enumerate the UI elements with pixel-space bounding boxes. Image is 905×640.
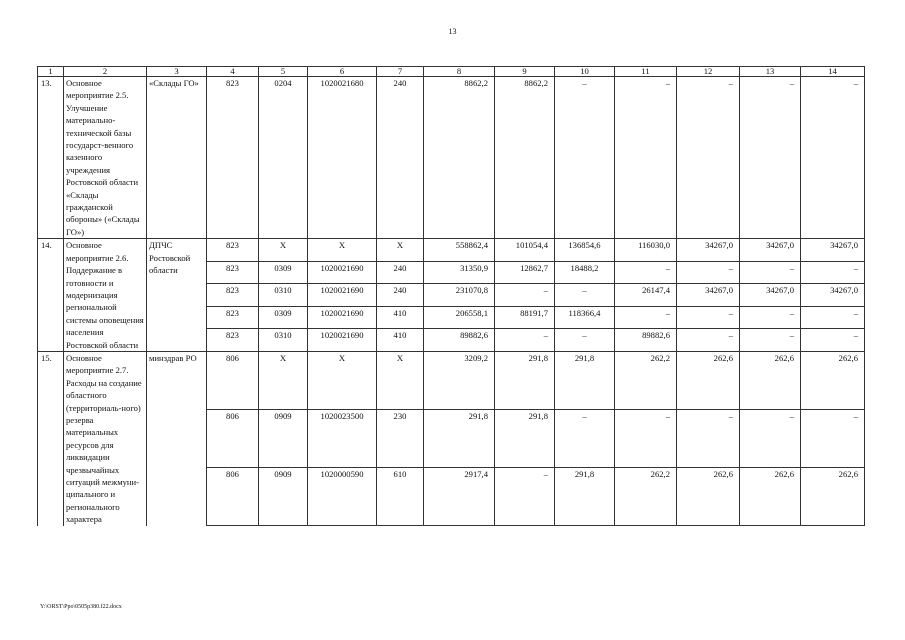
table-cell: 101054,4 [495, 239, 555, 262]
table-cell: 1020023500 [308, 410, 377, 468]
table-cell: 26147,4 [615, 284, 677, 307]
table-row [38, 351, 865, 409]
table-cell: 0310 [259, 329, 308, 352]
table-cell: 262,2 [615, 351, 677, 409]
row-number: 15. [38, 351, 64, 525]
table-cell: – [677, 329, 740, 352]
table-cell: Х [308, 351, 377, 409]
table-cell: – [740, 329, 801, 352]
table-cell: 262,6 [677, 351, 740, 409]
table-cell: 0204 [259, 77, 308, 239]
table-row [38, 239, 865, 262]
row-executor: ДПЧС Ростовской области [147, 239, 207, 352]
table-cell: 88191,7 [495, 306, 555, 329]
table-cell: – [677, 261, 740, 284]
table-cell: 1020021690 [308, 329, 377, 352]
table-cell: 240 [377, 284, 424, 307]
column-header: 7 [377, 67, 424, 77]
table-cell: 610 [377, 468, 424, 526]
table-cell: 0309 [259, 306, 308, 329]
table-cell: 0909 [259, 410, 308, 468]
table-cell: 1020021680 [308, 77, 377, 239]
table-cell: – [677, 410, 740, 468]
column-header: 11 [615, 67, 677, 77]
table-cell: 1020021690 [308, 284, 377, 307]
table-cell: 823 [207, 77, 259, 239]
table-cell: – [555, 410, 615, 468]
table-cell: 291,8 [424, 410, 495, 468]
table-cell: 0310 [259, 284, 308, 307]
table-cell: – [740, 261, 801, 284]
table-cell: – [740, 77, 801, 239]
table-cell: 12862,7 [495, 261, 555, 284]
table-cell: 291,8 [555, 351, 615, 409]
row-executor: минздрав РО [147, 351, 207, 525]
table-cell: 8862,2 [495, 77, 555, 239]
table-cell: – [740, 410, 801, 468]
table-cell: 0909 [259, 468, 308, 526]
table-cell: – [615, 306, 677, 329]
table-cell: 262,6 [801, 468, 865, 526]
column-header: 13 [740, 67, 801, 77]
table-cell: 262,6 [740, 351, 801, 409]
table-cell: 34267,0 [677, 284, 740, 307]
table-cell: 262,6 [740, 468, 801, 526]
table-cell: 291,8 [555, 468, 615, 526]
table-cell: 291,8 [495, 410, 555, 468]
table-cell: 823 [207, 329, 259, 352]
table-cell: – [495, 468, 555, 526]
table-cell: 410 [377, 306, 424, 329]
table-cell: Х [377, 239, 424, 262]
row-number: 13. [38, 77, 64, 239]
column-header: 6 [308, 67, 377, 77]
table-cell: 806 [207, 410, 259, 468]
table-cell: 116030,0 [615, 239, 677, 262]
table-cell: 2917,4 [424, 468, 495, 526]
budget-table [37, 66, 865, 526]
table-cell: 410 [377, 329, 424, 352]
table-cell: 262,6 [677, 468, 740, 526]
column-header: 12 [677, 67, 740, 77]
table-cell: – [677, 77, 740, 239]
column-header: 1 [38, 67, 64, 77]
table-cell: – [677, 306, 740, 329]
row-name: Основное мероприятие 2.5. Улучшение материально-технической базы государст-венного казенного учреждения Ростовской области «Склады гражданской обороны» («Склады ГО») [64, 77, 147, 239]
header-row [38, 67, 865, 77]
table-cell: – [801, 410, 865, 468]
table-cell: – [740, 306, 801, 329]
table-cell: 558862,4 [424, 239, 495, 262]
column-header: 10 [555, 67, 615, 77]
page-number: 13 [448, 27, 457, 36]
table-cell: 262,6 [801, 351, 865, 409]
table-cell: – [615, 77, 677, 239]
table-cell: 34267,0 [801, 239, 865, 262]
table-cell: 806 [207, 468, 259, 526]
table-cell: 3209,2 [424, 351, 495, 409]
column-header: 14 [801, 67, 865, 77]
table-cell: 291,8 [495, 351, 555, 409]
table-row [38, 77, 865, 239]
column-header: 5 [259, 67, 308, 77]
column-header: 8 [424, 67, 495, 77]
row-name: Основное мероприятие 2.7. Расходы на создание областного (территориаль-ного) резерва материальных ресурсов для ликвидации чрезвычайных ситуаций межмуни-ципального и регионального характера [64, 351, 147, 525]
table-cell: – [801, 306, 865, 329]
table-cell: 89882,6 [615, 329, 677, 352]
table-cell: – [555, 329, 615, 352]
table-cell: 1020000590 [308, 468, 377, 526]
table-cell: 8862,2 [424, 77, 495, 239]
table-cell: 240 [377, 77, 424, 239]
table-cell: – [615, 261, 677, 284]
table-cell: 136854,6 [555, 239, 615, 262]
table-cell: – [555, 77, 615, 239]
table-cell: 31350,9 [424, 261, 495, 284]
table-cell: 230 [377, 410, 424, 468]
table-cell: 240 [377, 261, 424, 284]
table-cell: Х [259, 351, 308, 409]
column-header: 9 [495, 67, 555, 77]
table-cell: 823 [207, 306, 259, 329]
table-cell: 231070,8 [424, 284, 495, 307]
table-cell: 34267,0 [801, 284, 865, 307]
row-name: Основное мероприятие 2.6. Поддержание в готовности и модернизация региональной системы оповещения населения Ростовской области [64, 239, 147, 352]
table-cell: – [615, 410, 677, 468]
table-cell: – [495, 284, 555, 307]
table-cell: 823 [207, 239, 259, 262]
column-header: 4 [207, 67, 259, 77]
row-number: 14. [38, 239, 64, 352]
table-cell: 89882,6 [424, 329, 495, 352]
table-cell: – [495, 329, 555, 352]
table-cell: – [801, 261, 865, 284]
table-cell: 34267,0 [677, 239, 740, 262]
table-cell: 806 [207, 351, 259, 409]
column-header: 3 [147, 67, 207, 77]
table-cell: – [801, 77, 865, 239]
table-cell: 1020021690 [308, 306, 377, 329]
table-cell: 0309 [259, 261, 308, 284]
row-executor: «Склады ГО» [147, 77, 207, 239]
table-cell: 206558,1 [424, 306, 495, 329]
table-cell: 34267,0 [740, 284, 801, 307]
table-cell: Х [308, 239, 377, 262]
table-cell: 118366,4 [555, 306, 615, 329]
column-header: 2 [64, 67, 147, 77]
table-cell: Х [259, 239, 308, 262]
table-cell: 262,2 [615, 468, 677, 526]
footer-file-path: Y:\ORST\Ppo\0505p380.f22.docx [40, 604, 122, 610]
table-body [38, 77, 865, 526]
table-cell: Х [377, 351, 424, 409]
table-cell: – [801, 329, 865, 352]
table-cell: – [555, 284, 615, 307]
table-cell: 823 [207, 261, 259, 284]
table-cell: 823 [207, 284, 259, 307]
table-cell: 18488,2 [555, 261, 615, 284]
table-cell: 1020021690 [308, 261, 377, 284]
table-cell: 34267,0 [740, 239, 801, 262]
